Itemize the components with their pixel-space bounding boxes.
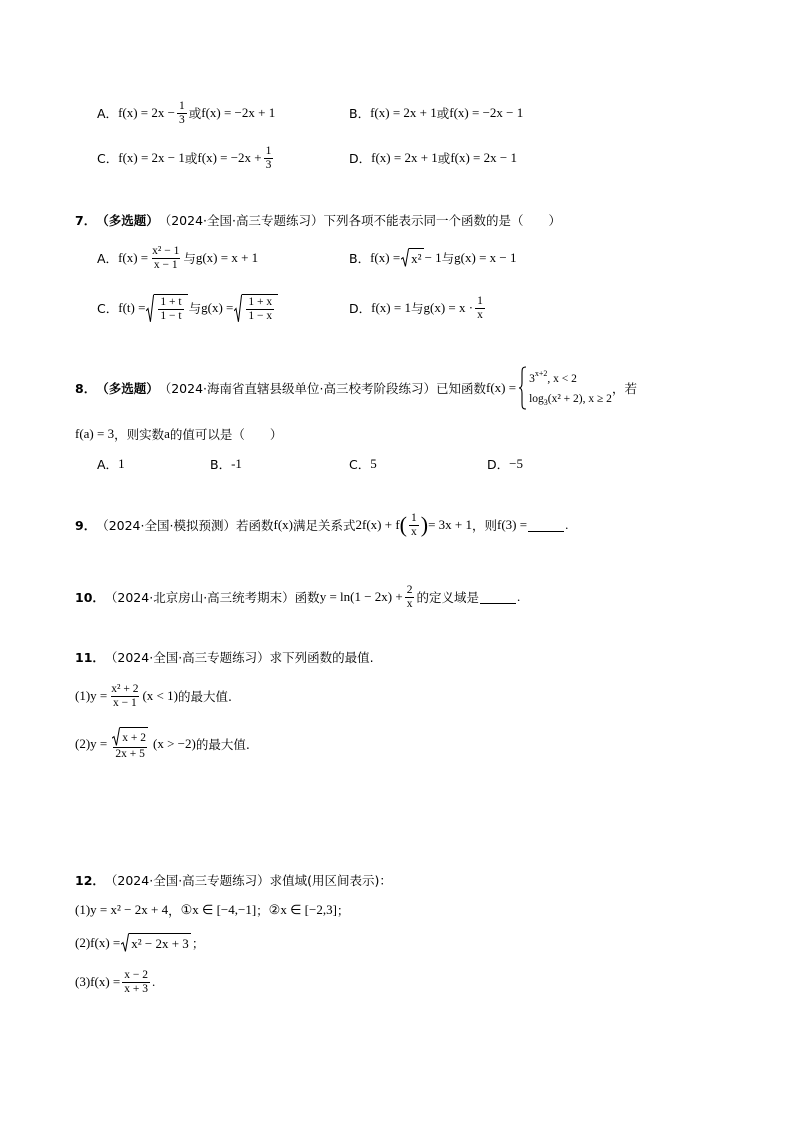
question-number: 8． — [75, 381, 97, 396]
expression: f(x) = 2x + 1 — [371, 150, 438, 165]
question-source: （2024·全国·高三专题练习） — [158, 213, 324, 228]
expression: y = x² − 2x + 4 — [90, 902, 169, 917]
expression: f(3) = — [497, 517, 528, 532]
or-text: 或 — [436, 106, 450, 121]
question-stem: ，则 — [471, 518, 497, 533]
radical: $\frac{1 + x}{1 - x}$ — [234, 294, 278, 323]
question-stem: ，若 — [611, 381, 637, 396]
option-label: B． — [210, 457, 232, 472]
separator: ； — [256, 903, 269, 918]
q6-option-a — [97, 93, 275, 133]
expression: f(x) — [273, 517, 293, 532]
option-label: B． — [349, 106, 371, 121]
expression: f(x) = — [90, 974, 121, 989]
period: . — [516, 589, 521, 604]
question-tag: （多选题） — [96, 381, 159, 396]
question-source: （2024·北京房山·高三统考期末） — [104, 590, 295, 605]
radical: $\frac{1 + t}{1 - t}$ — [146, 294, 187, 323]
expression: a — [164, 426, 170, 441]
condition: (x > −2) — [153, 736, 196, 751]
expression: f(x) = 2x − — [118, 105, 175, 120]
option-value: −5 — [509, 456, 523, 471]
expression: f(x) = 1 — [371, 300, 411, 315]
with-text: 与 — [441, 251, 455, 266]
q6-option-c — [97, 138, 275, 178]
expression: f(x) = −2x − 1 — [449, 105, 524, 120]
fraction: $\frac{x + 2}{2x + 5}$ — [109, 727, 151, 760]
question-source: （2024·海南省直辖县级单位·高三校考阶段练习） — [158, 381, 436, 396]
radical: x² — [401, 248, 423, 267]
radical: x² − 2x + 3 — [121, 933, 191, 952]
with-text: 与 — [188, 301, 202, 316]
period: . — [152, 974, 156, 989]
q7-option-d — [349, 288, 487, 328]
expression: f(x) = 2x + 1 — [370, 105, 437, 120]
option-label: B． — [349, 251, 371, 266]
question-stem: 函数 — [294, 590, 320, 605]
expression: y = ln(1 − 2x) + — [319, 589, 403, 604]
expression: f(a) = 3 — [75, 426, 115, 441]
question-source: （2024·全国·高三专题练习） — [104, 873, 270, 888]
q7-option-b — [349, 238, 517, 278]
question-stem: 已知函数 — [435, 381, 486, 396]
expression: f(x) = — [118, 250, 149, 265]
fraction: $\frac{\text{x² + 2}}{x - 1}$ — [111, 682, 139, 709]
question-stem: 的最大值. — [195, 737, 250, 752]
question-stem: 的定义域是 — [416, 590, 479, 605]
option-label: A． — [97, 106, 119, 121]
expression: f(x) = — [486, 380, 517, 395]
expression: f(x) = — [370, 250, 401, 265]
expression: x ∈ [−2,3] — [280, 902, 337, 917]
circled-number: ② — [268, 902, 281, 917]
q12-part-3 — [75, 962, 155, 1002]
expression: x ∈ [−4,−1] — [192, 902, 257, 917]
answer-blank — [528, 519, 564, 532]
option-value: 1 — [118, 456, 125, 471]
question-number: 7． — [75, 213, 97, 228]
option-label: D． — [349, 301, 372, 316]
piecewise: $3^{x+2}$, x < 2 $\log_3(x^2 + 2)$, x ≥ 2 — [529, 368, 612, 407]
q8-option-d — [487, 444, 523, 484]
q11-header — [75, 637, 374, 677]
expression: f(x) = 2x − 1 — [450, 150, 517, 165]
question-stem: 的值可以是（ ） — [169, 427, 283, 442]
expression: 2f(x) + f — [355, 517, 400, 532]
or-text: 或 — [437, 151, 451, 166]
fraction: $\frac{1}{x}$ — [477, 294, 483, 321]
question-number: 10． — [75, 590, 105, 605]
separator: ； — [336, 903, 350, 918]
q11-part-1 — [75, 676, 232, 716]
part-label: (2) — [75, 935, 91, 950]
expression: g(x) = — [201, 300, 234, 315]
question-source: （2024·全国·高三专题练习） — [104, 650, 270, 665]
q6-option-b — [349, 93, 523, 133]
or-text: 或 — [184, 151, 198, 166]
fraction: $\frac{1}{3}$ — [265, 144, 272, 171]
expression: = 3x + 1 — [428, 517, 472, 532]
option-label: C． — [97, 301, 119, 316]
question-number: 9． — [75, 518, 97, 533]
expression: y = — [90, 736, 108, 751]
paren: ( — [399, 512, 407, 537]
question-stem: 下列各项不能表示同一个函数的是（ ） — [323, 213, 561, 228]
expression: g(x) = x − 1 — [454, 250, 517, 265]
paren: ) — [420, 512, 429, 537]
separator: ， — [168, 903, 181, 918]
expression: f(t) = — [118, 300, 146, 315]
part-label: (2) — [75, 736, 91, 751]
question-stem: 若函数 — [235, 518, 274, 533]
option-label: C． — [97, 151, 119, 166]
question-number: 12． — [75, 873, 105, 888]
q7-option-a — [97, 238, 258, 278]
q7-option-c — [97, 288, 279, 328]
option-label: D． — [487, 457, 510, 472]
q7-header — [75, 200, 561, 240]
part-label: (1) — [75, 688, 91, 703]
q8-option-a — [97, 444, 125, 484]
expression: f(x) = −2x + 1 — [201, 105, 276, 120]
expression: − 1 — [424, 250, 442, 265]
question-stem: 求值域(用区间表示)： — [269, 873, 392, 888]
expression: f(x) = 2x − 1 — [118, 150, 185, 165]
question-stem: 满足关系式 — [292, 518, 356, 533]
question-number: 11． — [75, 650, 105, 665]
part-label: (1) — [75, 902, 91, 917]
with-text: 与 — [410, 301, 424, 316]
q8-option-c — [349, 444, 377, 484]
option-label: C． — [349, 457, 371, 472]
condition: (x < 1) — [142, 688, 178, 703]
q10 — [75, 577, 520, 617]
question-stem: ，则实数 — [114, 427, 165, 442]
brace-icon — [518, 366, 527, 410]
period: . — [565, 517, 569, 532]
fraction: $\frac{1}{3}$ — [178, 99, 185, 126]
q6-option-d — [349, 138, 517, 178]
fraction: $\frac{x - 2}{x + 3}$ — [124, 968, 148, 995]
fraction: $\frac{1}{x}$ — [410, 511, 417, 538]
option-label: A． — [97, 457, 119, 472]
question-source: （2024·全国·模拟预测） — [96, 518, 236, 533]
expression: f(x) = — [90, 935, 121, 950]
circled-number: ① — [180, 902, 193, 917]
part-label: (3) — [75, 974, 91, 989]
question-tag: （多选题） — [96, 213, 159, 228]
expression: y = — [90, 688, 108, 703]
option-label: A． — [97, 251, 119, 266]
q12-part-2 — [75, 923, 204, 963]
q8-header — [75, 365, 637, 411]
q8-option-b — [210, 444, 242, 484]
answer-blank — [480, 591, 516, 604]
q11-part-2 — [75, 724, 250, 764]
with-text: 与 — [183, 251, 196, 266]
option-value: -1 — [231, 456, 242, 471]
q9 — [75, 505, 568, 545]
option-label: D． — [349, 151, 372, 166]
separator: ； — [191, 936, 205, 951]
question-stem: 的最大值. — [177, 689, 232, 704]
fraction: $\frac{\text{x² − 1}}{x - 1}$ — [152, 244, 180, 271]
expression: g(x) = x · — [423, 300, 474, 315]
option-value: 5 — [370, 456, 377, 471]
question-stem: 求下列函数的最值. — [269, 650, 374, 665]
fraction: $\frac{2}{x}$ — [406, 583, 413, 610]
expression: f(x) = −2x + — [197, 150, 262, 165]
expression: g(x) = x + 1 — [195, 250, 259, 265]
or-text: 或 — [188, 106, 202, 121]
